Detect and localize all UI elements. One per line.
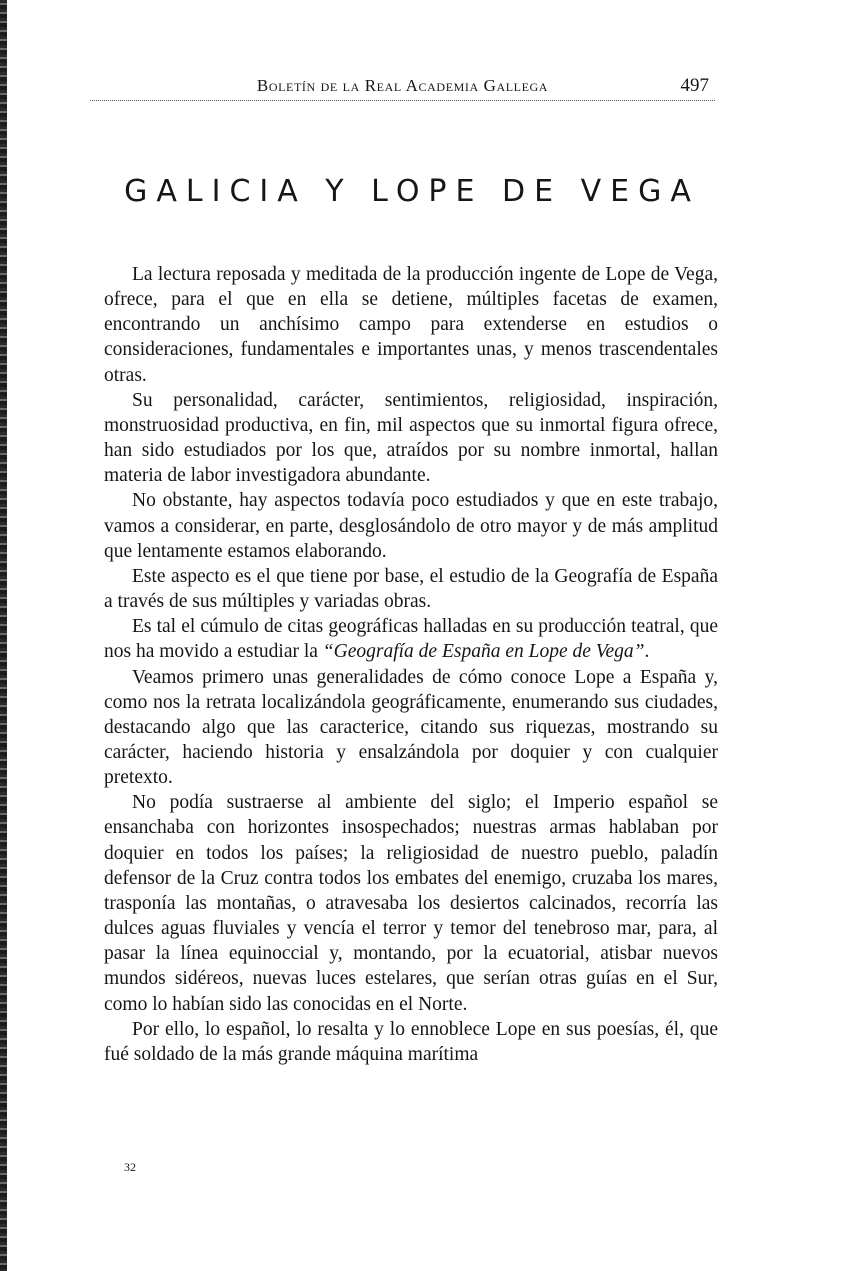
cited-work-title: “Geografía de España en Lope de Vega” xyxy=(322,641,645,663)
paragraph: Por ello, lo español, lo resalta y lo ennoblece Lope en sus poesías, él, que fué soldado de la más grande máquina marítima xyxy=(104,1018,718,1065)
paragraph: Veamos primero unas generalidades de cómo conoce Lope a España y, como nos la retrata localizándola geográficamente, enumerando sus ciudades, destacando algo que las caracterice, citando sus riquezas, mostrando su carácter, haciendo historia y ensalzándola por doquier y con cualquier pretexto. xyxy=(104,666,718,789)
page-number: 497 xyxy=(680,75,709,96)
running-head: Boletín de la Real Academia Gallega xyxy=(256,76,549,95)
paragraph: No podía sustraerse al ambiente del siglo; el Imperio español se ensanchaba con horizontes insospechados; nuestras armas hablaban por doquier en todos los países; la religiosidad de nuestro pueblo, paladín defensor de la Cruz contra todos los embates del enemigo, cruzaba los mares, trasponía las montañas, o atravesaba los desiertos calcinados, recorría las dulces aguas fluviales y vencía el terror y temor del tenebroso mar, para, al pasar la línea equinoccial y, montando, por la ecuatorial, atisbar nuevos mundos sidéreos, nuevas luces estelares, que serían otras guías en el Sur, como lo habían sido las conocidas en el Norte. xyxy=(104,792,718,1015)
page-header xyxy=(90,74,715,98)
paragraph-text: . xyxy=(644,641,650,663)
header-rule xyxy=(90,100,715,101)
paragraph: Su personalidad, carácter, sentimientos, religiosidad, inspiración, monstruosidad productiva, en fin, mil aspectos que su inmortal figura ofrece, han sido estudiados por los que, atraídos por su nombre inmortal, hallan materia de labor investigadora abundante. xyxy=(104,389,718,487)
signature-mark: 32 xyxy=(124,1160,136,1174)
book-spine-edge xyxy=(0,0,7,1271)
article-body xyxy=(104,262,718,1067)
paragraph: Este aspecto es el que tiene por base, el estudio de la Geografía de España a través de sus múltiples y variadas obras. xyxy=(104,565,718,613)
article-title: GALICIA Y LOPE DE VEGA xyxy=(124,174,700,209)
paragraph: No obstante, hay aspectos todavía poco estudiados y que en este trabajo, vamos a considerar, en parte, desglosándolo de otro mayor y de más amplitud que lentamente estamos elaborando. xyxy=(104,490,718,562)
paragraph xyxy=(104,614,718,664)
paragraph-text: Es tal el cúmulo de citas geográficas halladas en su producción teatral, que nos ha movido a estudiar la xyxy=(104,616,718,663)
paragraph: La lectura reposada y meditada de la producción ingente de Lope de Vega, ofrece, para el que en ella se detiene, múltiples facetas de examen, encontrando un anchísimo campo para extenderse en estudios o consideraciones, fundamentales e importantes unas, y menos trascendentales otras. xyxy=(104,264,718,386)
